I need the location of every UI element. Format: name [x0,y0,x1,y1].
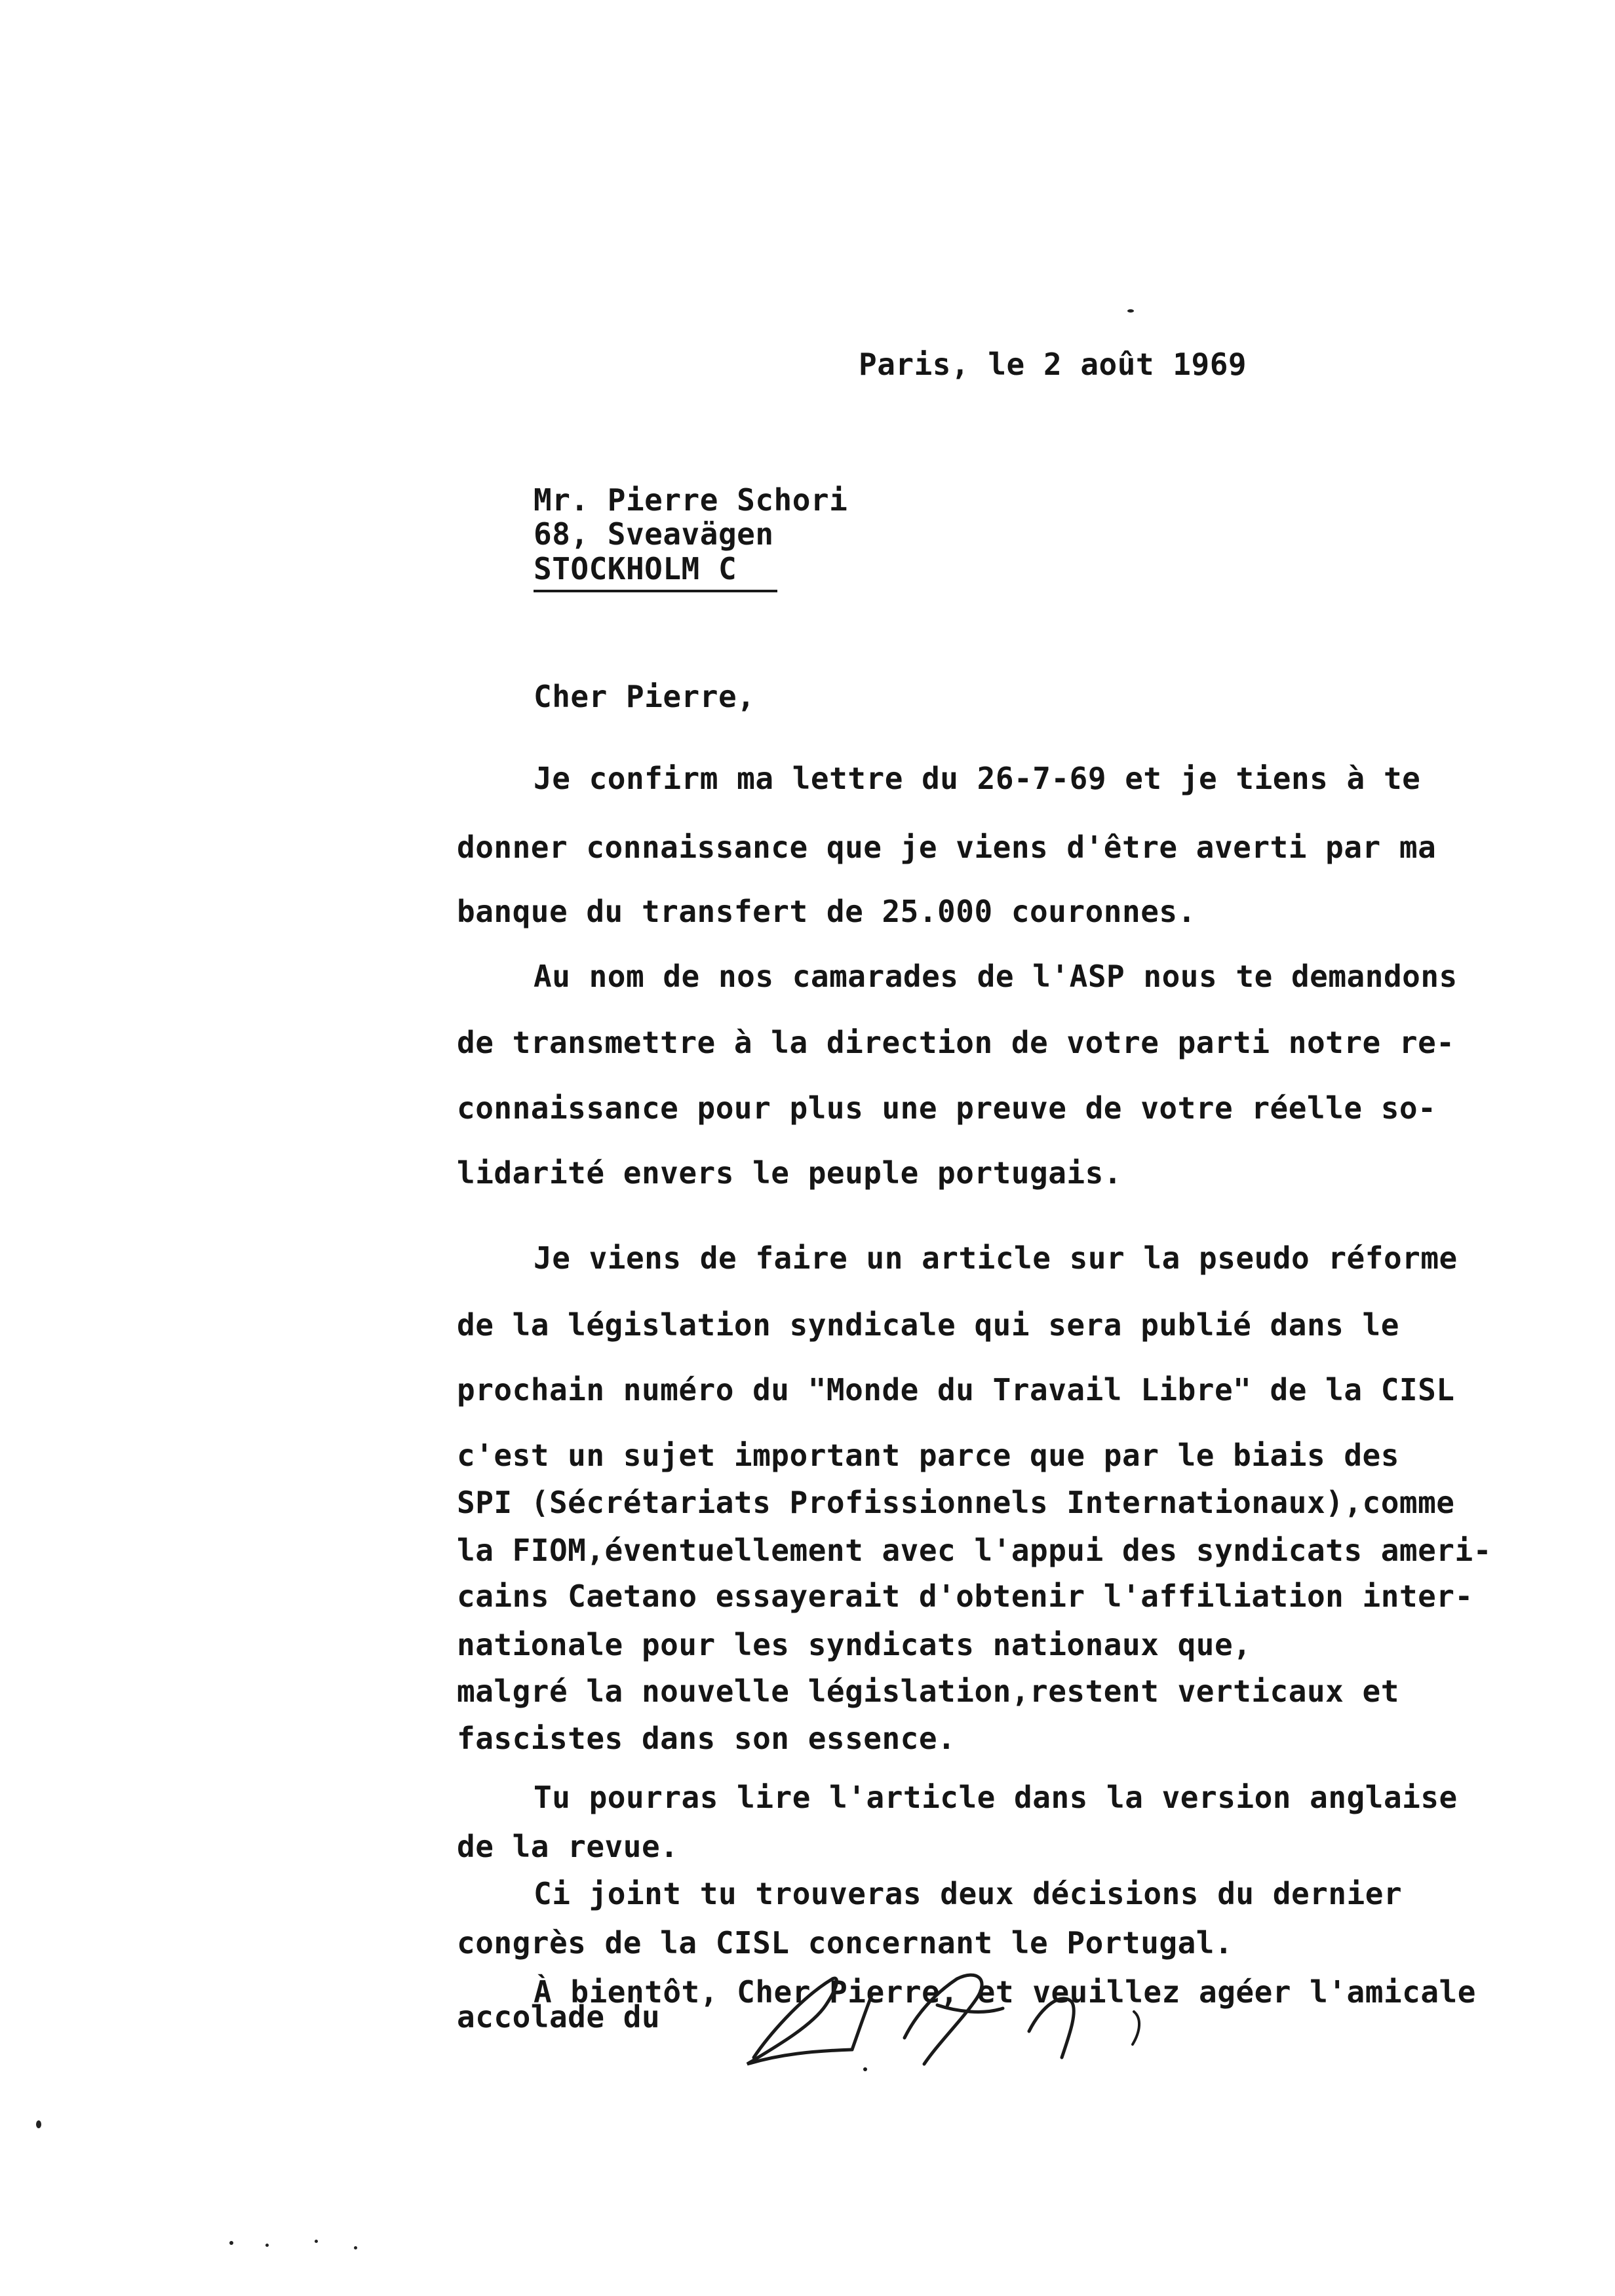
body-line-7: lidarité envers le peuple portugais. [457,1155,1122,1191]
handwritten-signature [741,1940,1167,2077]
closing-accolade: accolade du [457,1999,661,2035]
body-line-21: congrès de la CISL concernant le Portugal. [457,1925,1234,1961]
scan-speck [354,2246,357,2249]
body-line-6: connaissance pour plus une preuve de votre réelle so- [457,1090,1437,1126]
scan-speck [315,2240,318,2243]
body-line-19: de la revue. [457,1829,679,1864]
body-line-11: c'est un sujet important parce que par le biais des [457,1438,1399,1473]
body-line-16: malgré la nouvelle législation,restent verticaux et [457,1674,1399,1709]
body-line-14: cains Caetano essayerait d'obtenir l'affiliation inter- [457,1578,1473,1614]
body-line-17: fascistes dans son essence. [457,1721,956,1756]
body-line-15: nationale pour les syndicats nationaux que, [457,1627,1252,1662]
scan-speck [229,2241,233,2245]
body-line-3: banque du transfert de 25.000 couronnes. [457,894,1196,929]
body-line-12: SPI (Sécrétariats Profissionnels Internationaux),comme [457,1485,1455,1520]
body-line-10: prochain numéro du "Monde du Travail Libre" de la CISL [457,1372,1455,1407]
body-line-18: Tu pourras lire l'article dans la version anglaise [534,1780,1458,1815]
salutation: Cher Pierre, [534,679,756,714]
body-line-13: la FIOM,éventuellement avec l'appui des syndicats ameri- [457,1533,1492,1568]
recipient-city: STOCKHOLM C [534,551,737,586]
body-line-5: de transmettre à la direction de votre parti notre re- [457,1025,1455,1060]
scan-speck [36,2120,41,2128]
address-underline [534,590,777,592]
recipient-name: Mr. Pierre Schori [534,482,848,518]
body-line-20: Ci joint tu trouveras deux décisions du dernier [534,1876,1403,1911]
scan-speck [265,2244,269,2247]
letter-date: Paris, le 2 août 1969 [859,347,1247,382]
scan-speck [1127,309,1134,313]
closing-line: À bientôt, Cher Pierre, et veuillez agéer l'amicale [534,1974,1476,2010]
body-line-4: Au nom de nos camarades de l'ASP nous te demandons [534,959,1458,994]
body-line-1: Je confirm ma lettre du 26-7-69 et je tiens à te [534,761,1421,796]
body-line-2: donner connaissance que je viens d'être averti par ma [457,830,1437,865]
body-line-9: de la législation syndicale qui sera publié dans le [457,1307,1399,1343]
recipient-street: 68, Sveavägen [534,516,774,552]
body-line-8: Je viens de faire un article sur la pseudo réforme [534,1240,1458,1276]
